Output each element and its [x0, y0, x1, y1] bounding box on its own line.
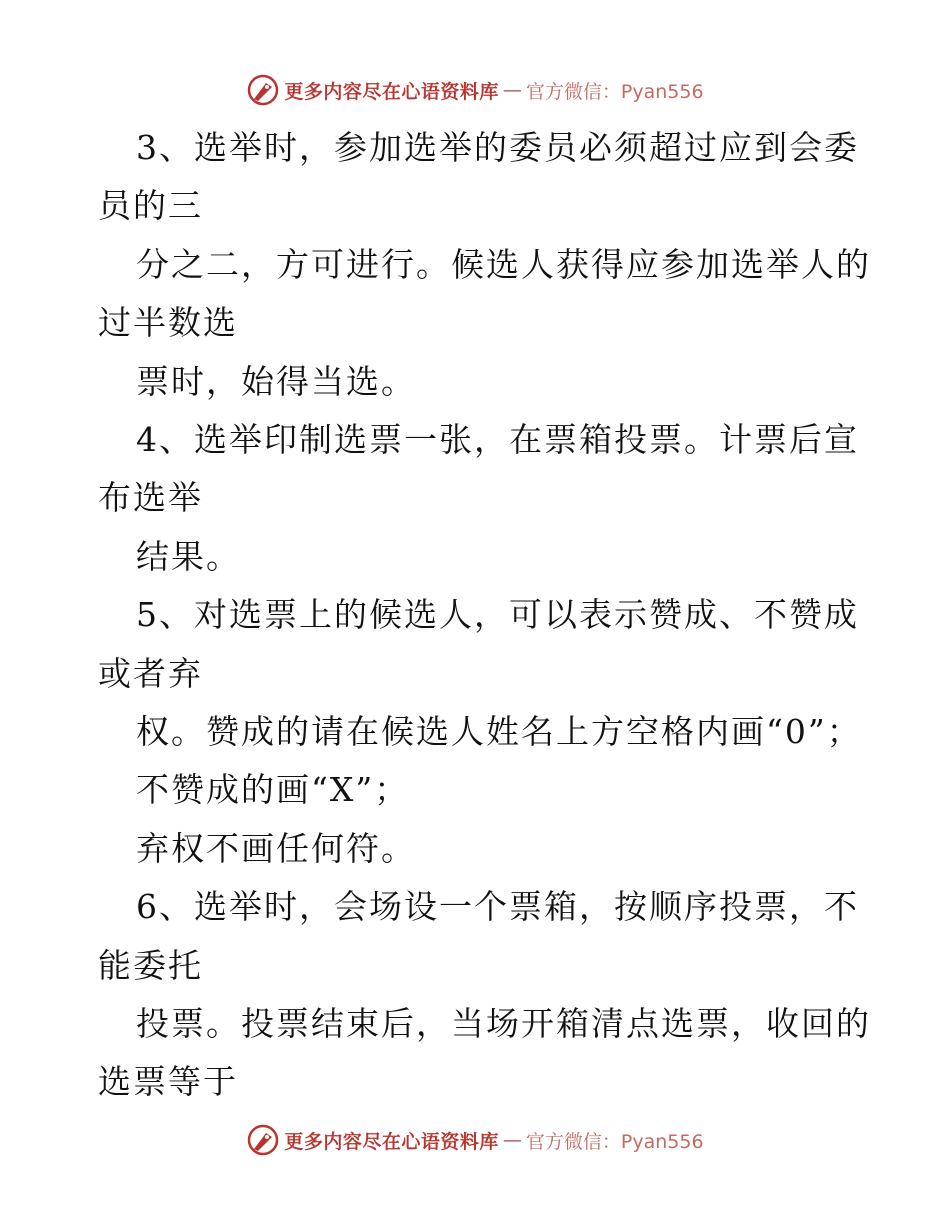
text-line: 过半数选: [98, 303, 238, 342]
text-line: 弃权不画任何符。: [136, 829, 416, 868]
text-line: 布选举: [98, 478, 203, 517]
text-line: 6、选举时，会场设一个票箱，按顺序投票，不: [136, 887, 859, 926]
banner-dash: —: [502, 1129, 522, 1151]
text-line: 不赞成的画“X”；: [136, 770, 410, 809]
text-line: 5、对选票上的候选人，可以表示赞成、不赞成: [136, 595, 859, 634]
footer-banner: [0, 1120, 950, 1160]
banner-wechat: 官方微信：Pyan556: [525, 80, 704, 103]
text-line: 票时，始得当选。: [136, 362, 416, 401]
text-line: 投票。投票结束后，当场开箱清点选票，收回的: [136, 1004, 871, 1043]
banner-title: 更多内容尽在心语资料库: [284, 1130, 499, 1153]
text-line: 或者弃: [98, 654, 203, 693]
text-line: 选票等于: [98, 1062, 238, 1101]
text-line: 4、选举印制选票一张，在票箱投票。计票后宣: [136, 420, 859, 459]
text-line: 分之二，方可进行。候选人获得应参加选举人的: [136, 245, 871, 284]
text-line: 权。赞成的请在候选人姓名上方空格内画“0”；: [136, 712, 862, 751]
banner-title: 更多内容尽在心语资料库: [284, 80, 499, 103]
text-line: 3、选举时，参加选举的委员必须超过应到会委: [136, 128, 859, 167]
text-line: 能委托: [98, 946, 203, 985]
banner-wechat: 官方微信：Pyan556: [525, 1130, 704, 1153]
banner-dash: —: [502, 79, 522, 101]
pen-nib-logo-icon: [246, 1123, 280, 1157]
text-line: 结果。: [136, 537, 241, 576]
text-line: 员的三: [98, 186, 203, 225]
